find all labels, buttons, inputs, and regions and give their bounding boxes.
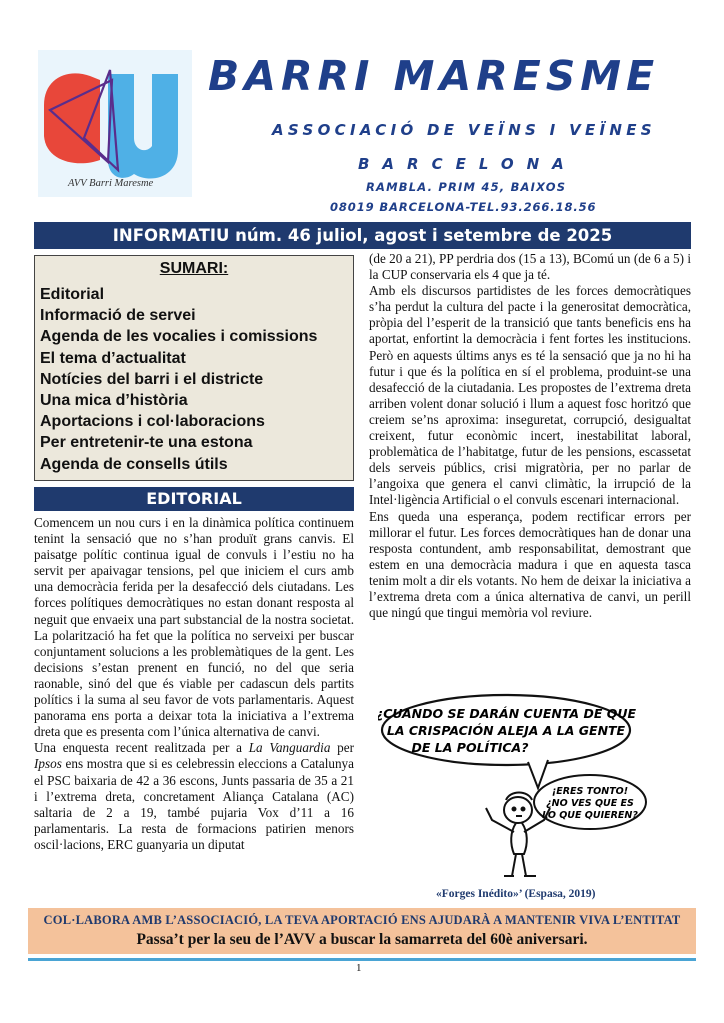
summary-title: SUMARI: (159, 260, 229, 277)
editorial-heading: EDITORIAL (34, 487, 354, 511)
editorial-paragraph: Comencem un nou curs i en la dinàmica política continuem tenint la sensació que no s’han produït grans canvis. El paisatge polític continua igual de convuls i l’estiu no ha servit per apaivagar tensions, pel que iniciem el curs amb una democràcia ferida per la desafecció dels ciutadans. Les forces polítiques democràtiques no estan donant resposta al neguit que envaeix una part substancial de la nostra societat. La polarització ha fet que la política no serveixi per buscar conjuntament solucions a les problemàtiques de la gent. Les decisions s’estan prenent en funció, no del que seria raonable, sinó del que és viable per cadascun dels partits polítics i la suma al seu favor de vots parlamentaris. Aquest panorama ens porta a deixar tota la iniciativa a l’extrema dreta que es presenta com l’única alternativa de canvi. (34, 515, 354, 740)
bubble2-text-2: ¿NO VES QUE ES (546, 798, 634, 809)
editorial-paragraph: Amb els discursos partidistes de les forces democràtiques s’ha perdut la cultura del pacte i la generositat democràtica, pròpia del l’esperit de la transició que tants beneficis ens ha aportat, enfortint la democràcia i fent fortes les institucions. Però en aquests últims anys es té la sensació que ja no hi ha futur i que és la política en sí el problema, produint-se una desafecció de la ciutadania. Les propostes de l’extrema dreta arriben volent donar solució i llum a aquest fosc horitzó que creiem se’ns aproxima: inseguretat, corrupció, desigualtat creixent, futur econòmic incert, inestabilitat laboral, problemàtica de l’habitatge, futur de les pensions, escassetat dels serveis públics, crisi migratòria, per no parlar de l’angoixa que genera el canvi climàtic, la irrupció de la Intel·ligència Artificial o el convuls escenari internacional. (369, 283, 691, 508)
editorial-paragraph: Ens queda una esperança, podem rectificar errors per millorar el futur. Les forces democràtiques han de donar una resposta contundent, amb responsabilitat, demostrant que estem en una democràcia madura i que en aquesta tasca tenim molt a dir els votants. No hem de deixar la iniciativa a l’extrema dreta com a única alternativa de canvi, un perill que ningú que tingui memòria vol reviure. (369, 508, 691, 621)
summary-item: Per entretenir-te una estona (40, 434, 253, 452)
logo-caption: AVV Barri Maresme (68, 178, 154, 189)
footer-line-2: Passa’t per la seu de l’AVV a buscar la samarreta del 60è aniversari. (136, 931, 588, 948)
bubble2-text-1: ¡ERES TONTO! (551, 786, 629, 797)
footer-callout (28, 908, 696, 954)
page-number: 1 (356, 962, 362, 974)
address-line-2: 08019 BARCELONA-TEL.93.266.18.56 (330, 200, 597, 214)
footer-rule (28, 958, 696, 961)
cartoon-caption: «Forges Inédito»’ (Espasa, 2019) (436, 888, 596, 900)
bubble-text-3: DE LA POLÍTICA? (411, 740, 529, 755)
summary-item: Notícies del barri i el districte (40, 370, 264, 388)
summary-item: Agenda de consells útils (40, 455, 228, 473)
summary-box (34, 255, 354, 481)
summary-item: Agenda de les vocalies i comissions (40, 328, 318, 346)
editorial-right-column (369, 251, 691, 621)
address-line-1: RAMBLA. PRIM 45, BAIXOS (366, 180, 567, 194)
bubble-text-1: ¿CUANDO SE DARÁN CUENTA DE QUE (378, 706, 637, 721)
summary-list (40, 284, 317, 475)
masthead-title: BARRI MARESME (208, 52, 660, 100)
summary-item: Una mica d’història (40, 392, 188, 410)
footer-line-1: COL·LABORA AMB L’ASSOCIACIÓ, LA TEVA APORTACIÓ ENS AJUDARÀ A MANTENIR VIVA L’ENTITAT (43, 913, 681, 927)
cartoon-drawing (378, 692, 680, 880)
summary-item: Informació de servei (40, 307, 196, 325)
forges-cartoon (378, 692, 680, 880)
summary-item: Editorial (40, 286, 105, 303)
logo-graphic (38, 50, 192, 197)
editorial-paragraph: (de 20 a 21), PP perdria dos (15 a 13), BComú un (de 6 a 5) i la CUP conservaria els 4 que ja té. (369, 251, 691, 283)
issue-banner: INFORMATIU núm. 46 juliol, agost i setembre de 2025 (34, 222, 691, 249)
summary-item: El tema d’actualitat (40, 349, 186, 367)
bubble2-text-3: LO QUE QUIEREN? (542, 810, 638, 821)
editorial-left-column (34, 515, 354, 853)
bubble-text-2: LA CRISPACIÓN ALEJA A LA GENTE (386, 723, 626, 738)
association-logo (38, 50, 192, 197)
summary-item: Aportacions i col·laboracions (40, 413, 265, 431)
masthead-subtitle: ASSOCIACIÓ DE VEÏNS I VEÏNES (272, 121, 656, 139)
editorial-paragraph: Una enquesta recent realitzada per a La Vanguardia per Ipsos ens mostra que si es celebressin eleccions a Catalunya el PSC baixaria de 42 a 36 escons, Junts passaria de 35 a 21 i l’extrema dreta, concretament Aliança Catalana (AC) saltaria de 2 a 19, també pujaria Vox d’11 a 16 parlamentaris. La resta de formacions patirien menors oscil·lacions, ERC guanyaria un diputat (34, 740, 354, 852)
masthead-city: BARCELONA (358, 155, 577, 173)
